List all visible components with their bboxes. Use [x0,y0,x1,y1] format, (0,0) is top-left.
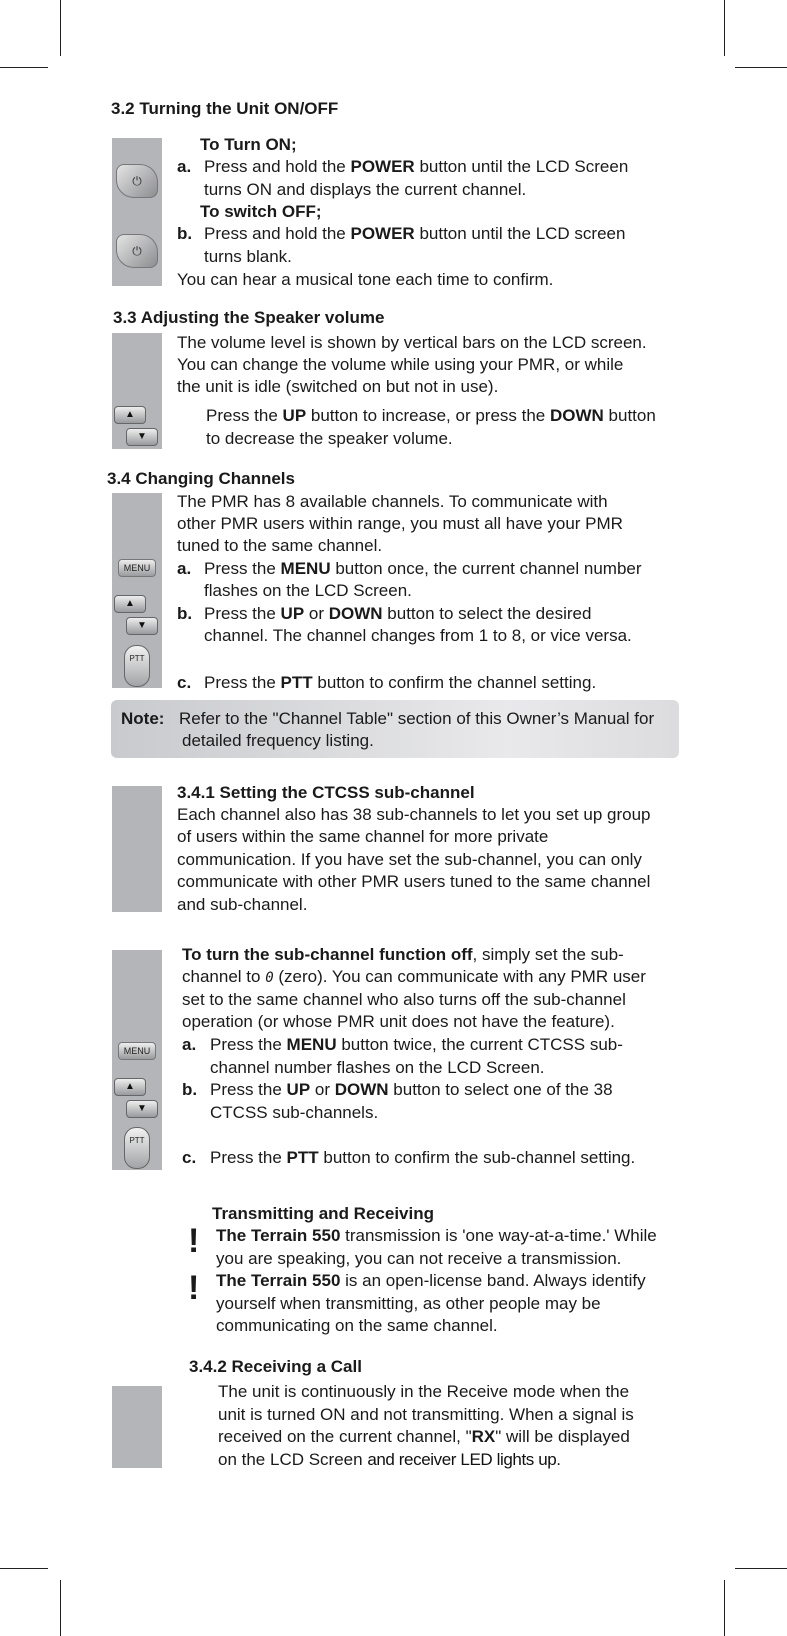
receive-line-4: on the LCD Screen and receiver LED lights up. [218,1450,561,1469]
step-label: b. [182,1080,198,1099]
txrx-item-1-line2: you are speaking, you can not receive a transmission. [216,1249,622,1268]
up-button-icon: ▲ [114,595,146,613]
menu-button-icon: MENU [118,559,156,577]
icon-bar [112,1386,162,1468]
step-label: b. [177,224,193,243]
step-label: c. [182,1148,197,1167]
step-b-line2: turns blank. [204,247,292,266]
up-button-icon: ▲ [114,1078,146,1096]
volume-instruction: Press the UP button to increase, or press the DOWN button [206,406,656,425]
crop-mark [0,67,48,68]
step-a-line2: flashes on the LCD Screen. [204,581,412,600]
step-b: b. Press the UP or DOWN button to select the desired [177,604,592,623]
power-button-icon: ⏻ [116,234,158,268]
warning-icon: ! [188,1222,200,1260]
ctcss-line-2: of users within the same channel for more private [177,827,549,846]
txrx-item-2-line2: yourself when transmitting, as other people may be [216,1294,601,1313]
step-b: b. Press and hold the POWER button until the LCD screen [177,224,626,243]
power-button-icon: ⏻ [116,164,158,198]
menu-button-icon: MENU [118,1042,156,1060]
section-title-3-4: 3.4 Changing Channels [107,469,295,488]
down-button-icon: ▼ [126,617,158,635]
crop-mark [724,1580,725,1636]
turn-on-heading: To Turn ON; [200,135,297,154]
section-title-3-4-1: 3.4.1 Setting the CTCSS sub-channel [177,783,475,802]
receive-line-3: received on the current channel, "RX" will be displayed [218,1427,630,1446]
suboff-line-3: set to the same channel who also turns off the sub-channel [182,990,626,1009]
note-line-2: detailed frequency listing. [182,731,374,750]
ctcss-line-3: communication. If you have set the sub-channel, you can only [177,850,642,869]
step-b-line2: channel. The channel changes from 1 to 8, or vice versa. [204,626,632,645]
step-a: a. Press the MENU button once, the current channel number [177,559,642,578]
confirm-text: You can hear a musical tone each time to confirm. [177,270,554,289]
section-title-3-2: 3.2 Turning the Unit ON/OFF [111,99,339,118]
txrx-item-2: The Terrain 550 is an open-license band. Always identify [216,1271,646,1290]
crop-mark [724,0,725,56]
step-label: c. [177,673,192,692]
step-b-line2: CTCSS sub-channels. [210,1103,379,1122]
txrx-item-2-line3: communicating on the same channel. [216,1316,498,1335]
ctcss-line-4: communicate with other PMR users tuned to the same channel [177,872,651,891]
step-c: c. Press the PTT button to confirm the channel setting. [177,673,597,692]
section-title-3-3: 3.3 Adjusting the Speaker volume [113,308,385,327]
warning-icon: ! [188,1269,200,1307]
step-a: a. Press the MENU button twice, the current CTCSS sub- [182,1035,623,1054]
down-button-icon: ▼ [126,428,158,446]
txrx-item-1: The Terrain 550 transmission is 'one way-at-a-time.' While [216,1226,657,1245]
step-a-line2: turns ON and displays the current channel. [204,180,527,199]
note-line-1: Refer to the "Channel Table" section of this Owner’s Manual for [179,709,655,728]
ctcss-line-5: and sub-channel. [177,895,308,914]
volume-line-2: You can change the volume while using your PMR, or while [177,355,624,374]
crop-mark [735,1568,787,1569]
txrx-title: Transmitting and Receiving [212,1204,434,1223]
ctcss-line-1: Each channel also has 38 sub-channels to let you set up group [177,805,651,824]
channels-line-1: The PMR has 8 available channels. To communicate with [177,492,608,511]
step-a: a. Press and hold the POWER button until the LCD Screen [177,157,629,176]
section-title-3-4-2: 3.4.2 Receiving a Call [189,1357,362,1376]
crop-mark [60,0,61,56]
icon-bar [112,786,162,912]
crop-mark [60,1580,61,1636]
crop-mark [0,1568,48,1569]
volume-line-1: The volume level is shown by vertical bars on the LCD screen. [177,333,647,352]
receive-line-2: unit is turned ON and not transmitting. When a signal is [218,1405,634,1424]
up-button-icon: ▲ [114,406,146,424]
suboff-line-4: operation (or whose PMR unit does not have the feature). [182,1012,615,1031]
step-label: b. [177,604,193,623]
step-label: a. [177,157,192,176]
step-label: a. [177,559,192,578]
suboff-line-2: channel to 0 (zero). You can communicate with any PMR user [182,967,646,986]
switch-off-heading: To switch OFF; [200,202,322,221]
note-label: Note: [121,709,165,728]
down-button-icon: ▼ [126,1100,158,1118]
channels-line-3: tuned to the same channel. [177,536,383,555]
volume-line-3: the unit is idle (switched on but not in use). [177,377,499,396]
step-b: b. Press the UP or DOWN button to select one of the 38 [182,1080,613,1099]
ptt-button-icon: PTT [124,1127,150,1169]
channels-line-2: other PMR users within range, you must all have your PMR [177,514,623,533]
suboff-line-1: To turn the sub-channel function off, simply set the sub- [182,945,624,964]
volume-instruction-line2: to decrease the speaker volume. [206,429,453,448]
step-label: a. [182,1035,197,1054]
ptt-button-icon: PTT [124,645,150,687]
step-c: c. Press the PTT button to confirm the sub-channel setting. [182,1148,636,1167]
receive-line-1: The unit is continuously in the Receive mode when the [218,1382,630,1401]
crop-mark [735,67,787,68]
step-a-line2: channel number flashes on the LCD Screen. [210,1058,545,1077]
